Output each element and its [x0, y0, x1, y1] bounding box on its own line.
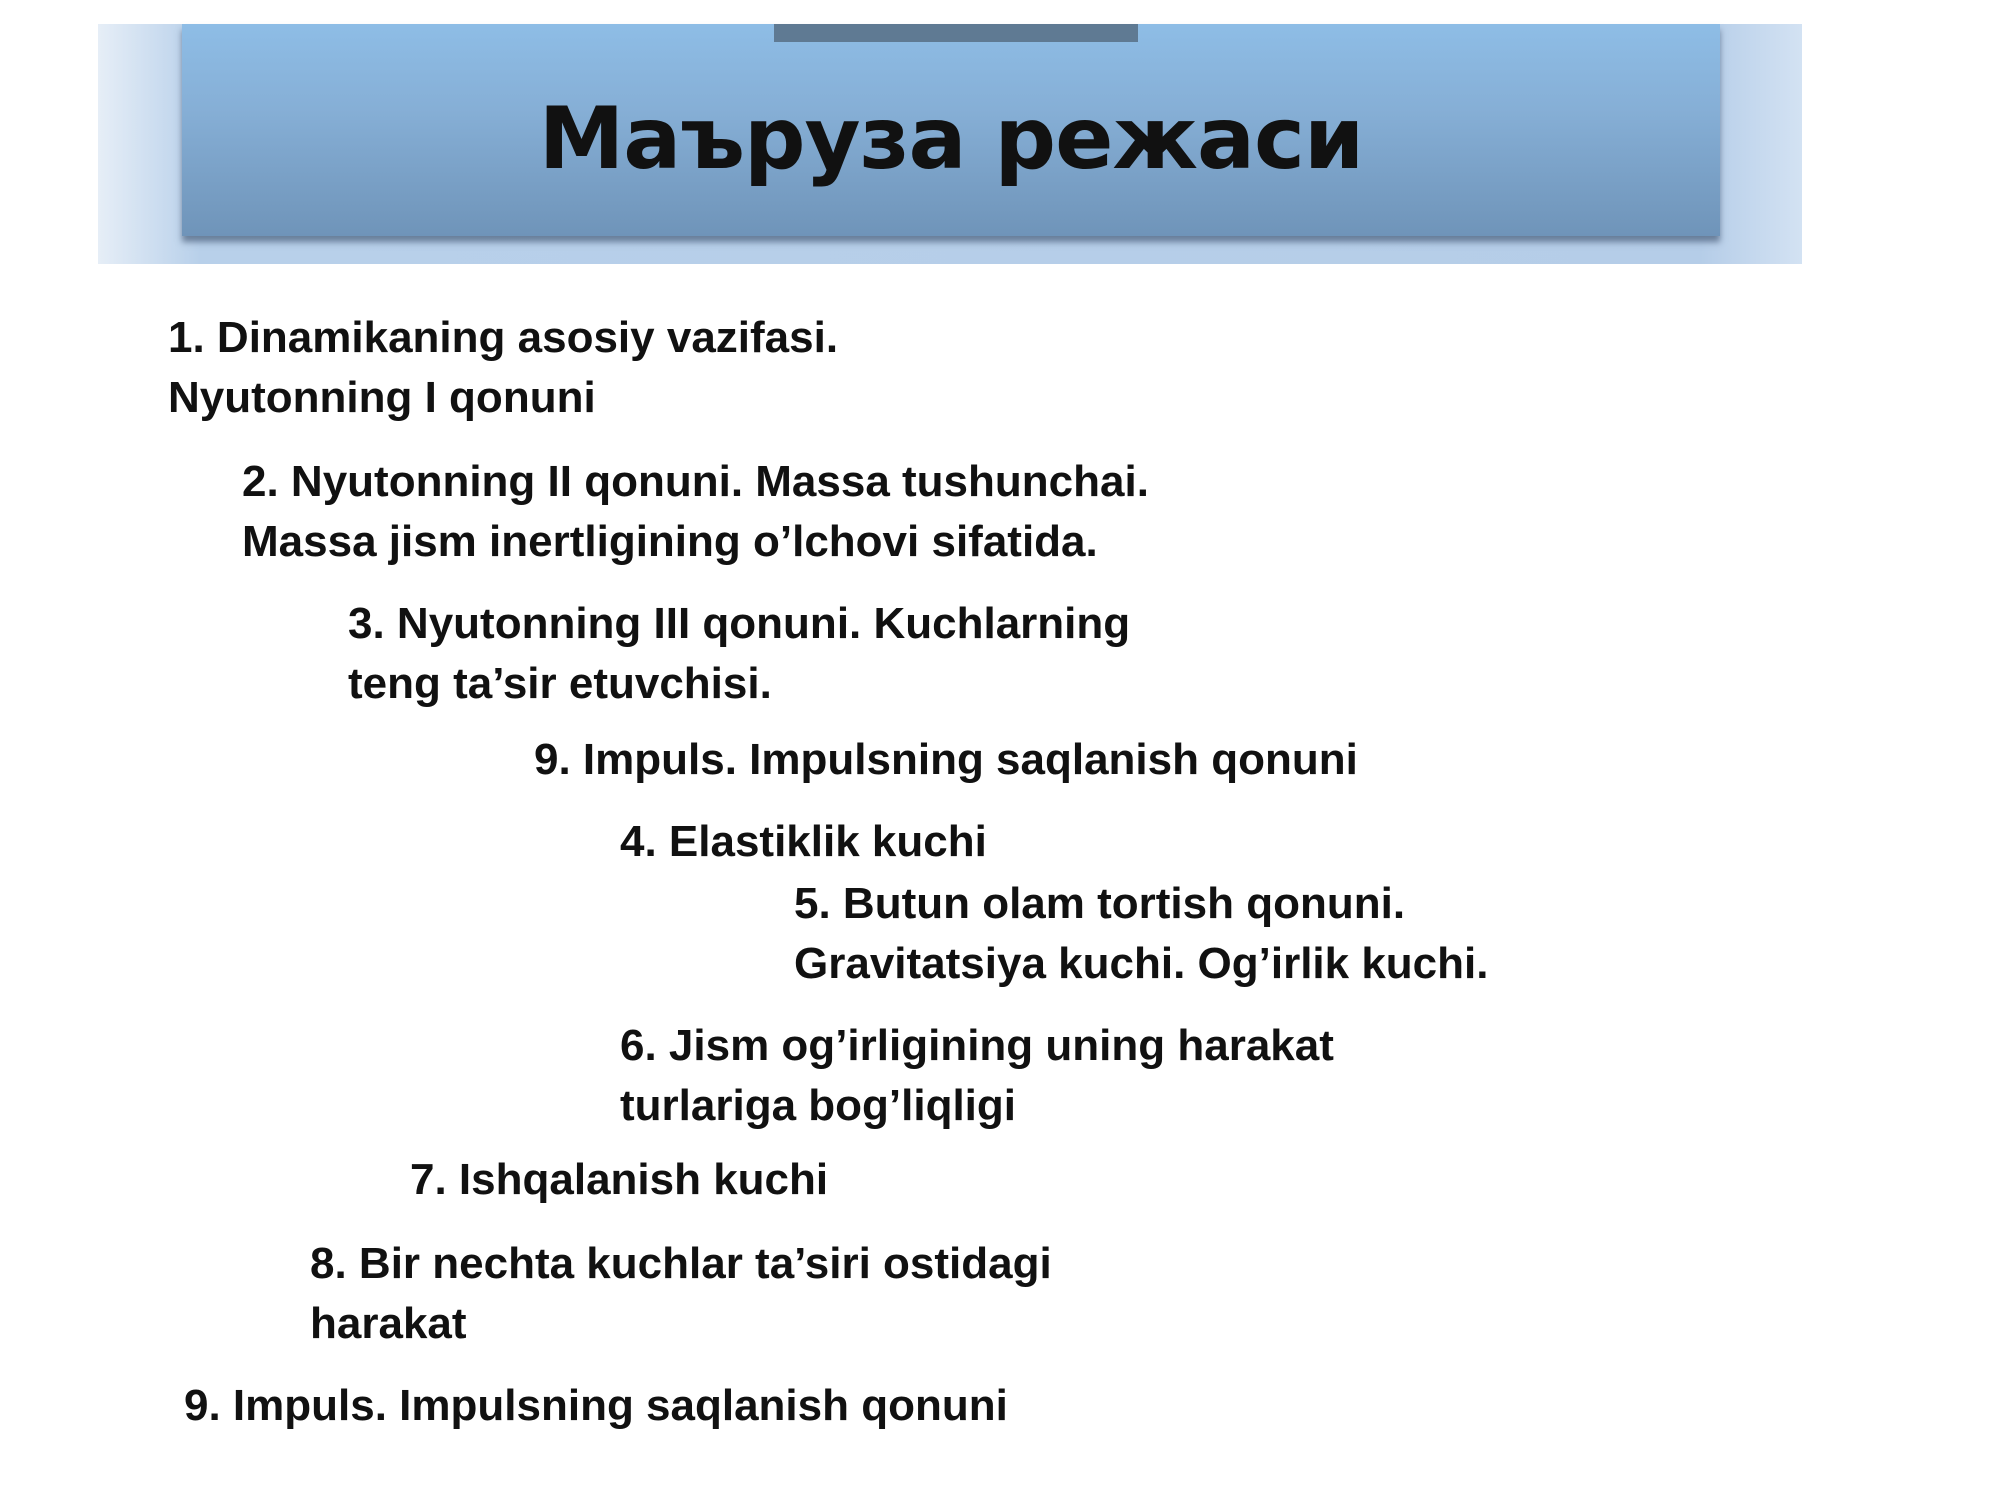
plan-item-7 [410, 1150, 828, 1210]
plan-item-8 [310, 1234, 1052, 1354]
plan-item-9-lower-line-1: 9. Impuls. Impulsning saqlanish qonuni [184, 1381, 1008, 1430]
plan-item-6 [620, 1016, 1334, 1136]
plan-item-6-line-1: 6. Jism og’irligining uning harakat [620, 1021, 1334, 1070]
plan-item-5 [794, 874, 1488, 994]
plan-item-3-line-1: 3. Nyutonning III qonuni. Kuchlarning [348, 599, 1131, 648]
plan-item-7-line-1: 7. Ishqalanish kuchi [410, 1155, 829, 1204]
title-banner-panel [182, 24, 1720, 236]
plan-item-5-line-2: Gravitatsiya kuchi. Og’irlik kuchi. [794, 939, 1489, 988]
plan-item-3 [348, 594, 1130, 714]
plan-item-2 [242, 452, 1149, 572]
plan-item-8-line-1: 8. Bir nechta kuchlar ta’siri ostidagi [310, 1239, 1052, 1288]
plan-item-1-line-1: 1. Dinamikaning asosiy vazifasi. [168, 313, 839, 362]
title-banner [98, 24, 1802, 264]
plan-item-6-line-2: turlariga bog’liqligi [620, 1081, 1016, 1130]
plan-item-9-upper [534, 730, 1358, 790]
banner-tab-decoration [774, 24, 1138, 42]
page-title: Маъруза режаси [538, 89, 1364, 189]
plan-item-8-line-2: harakat [310, 1299, 467, 1348]
plan-item-2-line-2: Massa jism inertligining o’lchovi sifatida. [242, 517, 1098, 566]
plan-item-9-lower [184, 1376, 1008, 1436]
plan-item-4 [620, 812, 987, 872]
plan-item-5-line-1: 5. Butun olam tortish qonuni. [794, 879, 1406, 928]
plan-item-1-line-2: Nyutonning I qonuni [168, 373, 596, 422]
plan-item-4-line-1: 4. Elastiklik kuchi [620, 817, 987, 866]
plan-item-2-line-1: 2. Nyutonning II qonuni. Massa tushunchai. [242, 457, 1149, 506]
plan-item-1 [168, 308, 838, 428]
plan-item-3-line-2: teng ta’sir etuvchisi. [348, 659, 772, 708]
plan-item-9-upper-line-1: 9. Impuls. Impulsning saqlanish qonuni [534, 735, 1358, 784]
